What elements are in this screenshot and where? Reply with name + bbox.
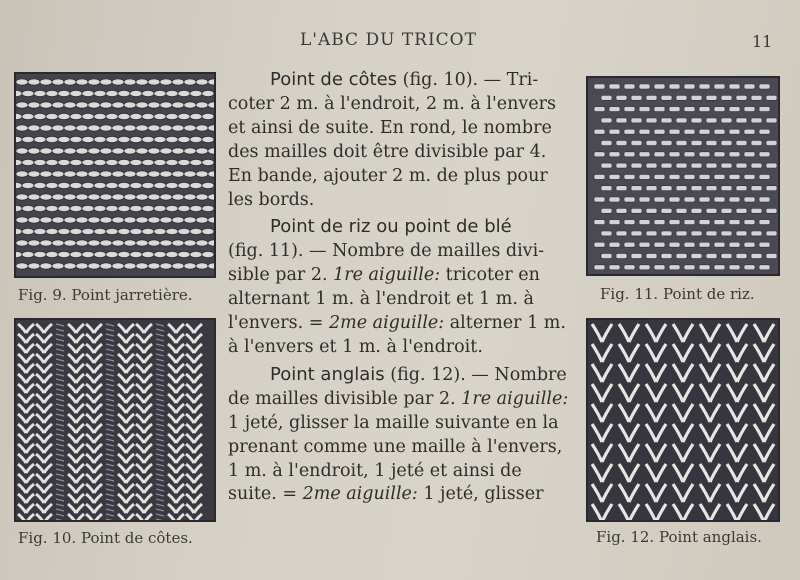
italic-term: 1re aiguille: — [333, 265, 441, 286]
text-line: coter 2 m. à l'endroit, 2 m. à l'envers — [228, 93, 556, 114]
text-line: prenant comme une maille à l'envers, — [228, 436, 563, 457]
section-heading: Point anglais — [270, 363, 385, 385]
text-line: (fig. 10). — Tri- — [397, 70, 539, 90]
text-line: des mailles doit être divisible par 4. — [228, 141, 547, 162]
text-line: suite. = — [228, 484, 303, 505]
text-line: alternant 1 m. à l'endroit et 1 m. à — [228, 289, 534, 310]
section-heading: Point de côtes — [270, 69, 398, 90]
figure-caption: Fig. 10. Point de côtes. — [18, 529, 193, 547]
paragraph-point-anglais — [228, 363, 572, 507]
text-line: En bande, ajouter 2 m. de plus pour — [228, 165, 548, 186]
text-line: l'envers. = — [228, 313, 329, 334]
text-line: à l'envers et 1 m. à l'endroit. — [228, 336, 483, 357]
knit-pattern-riz-image — [588, 78, 778, 274]
italic-term: 2me aiguille: — [328, 313, 445, 334]
italic-term: 2me aiguille: — [302, 484, 418, 505]
page-number: 11 — [752, 32, 773, 51]
text-line: et ainsi de suite. En rond, le nombre — [228, 117, 552, 138]
paragraph-point-de-cotes — [228, 68, 572, 212]
text-line: sible par 2. — [228, 265, 334, 286]
figure-caption: Fig. 9. Point jarretière. — [18, 286, 193, 304]
text-line: 1 jeté, glisser — [417, 484, 544, 505]
figure-point-anglais — [586, 318, 780, 522]
paragraph-point-de-riz — [228, 215, 572, 359]
text-line: alterner 1 m. — [444, 313, 566, 334]
italic-term: 1re aiguille: — [461, 388, 569, 409]
text-line: 1 m. à l'endroit, 1 jeté et ainsi de — [228, 460, 522, 481]
text-line: (fig. 12). — Nombre — [384, 364, 567, 385]
text-line: tricoter en — [440, 265, 540, 286]
running-title: L'ABC DU TRICOT — [300, 30, 477, 50]
figure-point-de-cotes — [14, 318, 216, 522]
figure-caption: Fig. 12. Point anglais. — [596, 528, 762, 546]
text-line: les bords. — [228, 189, 315, 210]
text-line: 1 jeté, glisser la maille suivante en la — [228, 412, 559, 433]
text-line: (fig. 11). — Nombre de mailles divi- — [228, 241, 545, 262]
knit-pattern-jarretiere-image — [16, 74, 214, 276]
knit-pattern-cotes-image — [16, 320, 214, 520]
body-text — [228, 68, 572, 507]
figure-point-jarretiere — [14, 72, 216, 278]
knit-pattern-anglais-image — [588, 320, 778, 520]
figure-caption: Fig. 11. Point de riz. — [600, 285, 755, 303]
figure-point-de-riz — [586, 76, 780, 276]
text-line: de mailles divisible par 2. — [228, 388, 462, 409]
section-heading: Point de riz ou point de blé — [270, 216, 512, 238]
